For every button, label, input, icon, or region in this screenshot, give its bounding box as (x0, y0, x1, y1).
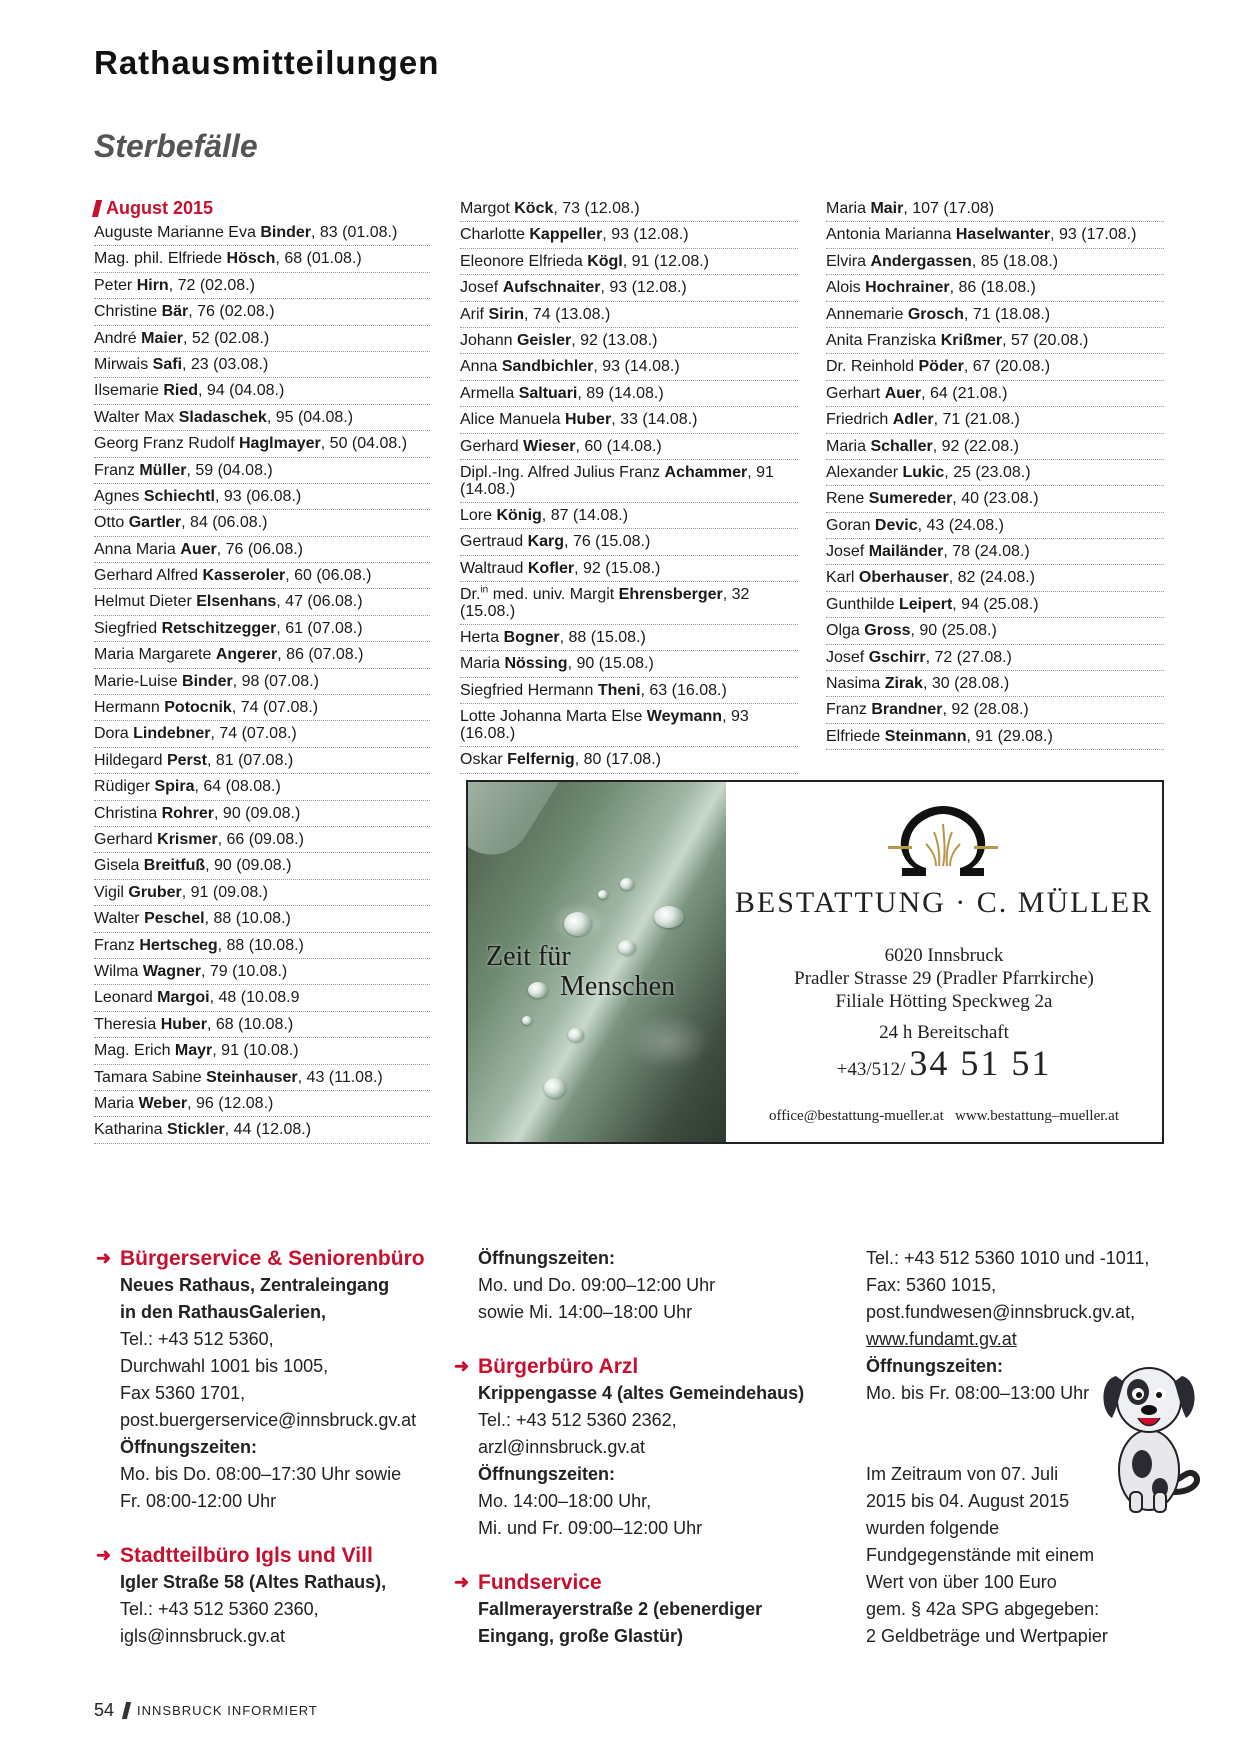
obituary-entry: Anna Maria Auer, 76 (06.08.) (94, 537, 430, 563)
obituary-entry: Rüdiger Spira, 64 (08.08.) (94, 774, 430, 800)
arzl-heading: ➜ Bürgerbüro Arzl (454, 1355, 639, 1378)
obituary-entry: Dr.$^{in}$ med. univ. Margit Ehrensberger, 32 (15.08.) (460, 582, 798, 625)
obituary-entry: Mirwais Safi, 23 (03.08.) (94, 352, 430, 378)
obituary-entry: Maria Schaller, 92 (22.08.) (826, 434, 1164, 460)
ad-text-panel (726, 782, 1162, 1142)
obituary-entry: Antonia Marianna Haselwanter, 93 (17.08.) (826, 222, 1164, 248)
obituary-entry: Georg Franz Rudolf Haglmayer, 50 (04.08.) (94, 431, 430, 457)
obituary-entry: Alice Manuela Huber, 33 (14.08.) (460, 407, 798, 433)
leaf-photo (468, 782, 726, 1142)
obituary-entry: Maria Weber, 96 (12.08.) (94, 1091, 430, 1117)
slash-mark (92, 200, 102, 217)
obituary-entry: Maria Margarete Angerer, 86 (07.08.) (94, 642, 430, 668)
obituary-entry: Franz Müller, 59 (04.08.) (94, 458, 430, 484)
obituary-entry: Annemarie Grosch, 71 (18.08.) (826, 302, 1164, 328)
obituary-entry: Peter Hirn, 72 (02.08.) (94, 273, 430, 299)
ad-availability: 24 h Bereitschaft (879, 1022, 1009, 1043)
obituary-entry: Eleonore Elfrieda Kögl, 91 (12.08.) (460, 249, 798, 275)
obituary-entry: Josef Aufschnaiter, 93 (12.08.) (460, 275, 798, 301)
obituary-entry: André Maier, 52 (02.08.) (94, 326, 430, 352)
section-title: Sterbefälle (94, 128, 258, 164)
obituary-entry: Nasima Zirak, 30 (28.08.) (826, 671, 1164, 697)
obituary-entry: Alexander Lukic, 25 (23.08.) (826, 460, 1164, 486)
obituary-entry: Friedrich Adler, 71 (21.08.) (826, 407, 1164, 433)
obituary-entry: Dr. Reinhold Pöder, 67 (20.08.) (826, 354, 1164, 380)
obituary-entry: Josef Mailänder, 78 (24.08.) (826, 539, 1164, 565)
obituary-entry: Christine Bär, 76 (02.08.) (94, 299, 430, 325)
obituary-entry: Hildegard Perst, 81 (07.08.) (94, 748, 430, 774)
obituary-entry: Wilma Wagner, 79 (10.08.) (94, 959, 430, 985)
obituary-entry: Karl Oberhauser, 82 (24.08.) (826, 565, 1164, 591)
dog-mascot-icon (1094, 1352, 1204, 1517)
obituary-entry: Katharina Stickler, 44 (12.08.) (94, 1117, 430, 1143)
arrow-right-icon: ➜ (454, 1356, 470, 1376)
info-column-2: Öffnungszeiten: Mo. und Do. 09:00–12:00 Uhr sowie Mi. 14:00–18:00 Uhr ➜ Bürgerbüro Arzl Krippengasse 4 (altes Gemeindehaus) Tel.: +43 512 5360 2362, arzl@innsbruck.gv.at Öffnungszeiten: Mo. 14:00–18:00 Uhr, Mi. und Fr. 09:00–12:00 Uhr ➜ Fundservice Fallmerayerstraße 2 (ebenerdiger Eingang, große Glastür) (478, 1245, 838, 1650)
obituary-entry: Herta Bogner, 88 (15.08.) (460, 625, 798, 651)
igls-heading: ➜ Stadtteilbüro Igls und Vill (96, 1544, 373, 1567)
obituary-entry: Lotte Johanna Marta Else Weymann, 93 (16.08.) (460, 704, 798, 747)
water-drop (620, 878, 634, 890)
obituary-entry: Alois Hochrainer, 86 (18.08.) (826, 275, 1164, 301)
arrow-right-icon: ➜ (454, 1572, 470, 1592)
obituary-entry: Waltraud Kofler, 92 (15.08.) (460, 556, 798, 582)
buergerservice-heading: ➜ Bürgerservice & Seniorenbüro (96, 1247, 425, 1270)
obituary-entry: Olga Gross, 90 (25.08.) (826, 618, 1164, 644)
obituary-entry: Gerhard Alfred Kasseroler, 60 (06.08.) (94, 563, 430, 589)
page-footer (94, 1700, 318, 1721)
fundamt-link[interactable]: www.fundamt.gv.at (866, 1329, 1017, 1349)
obituary-entry: Otto Gartler, 84 (06.08.) (94, 510, 430, 536)
obituary-entry: Siegfried Retschitzegger, 61 (07.08.) (94, 616, 430, 642)
obituary-entry: Anna Sandbichler, 93 (14.08.) (460, 354, 798, 380)
deaths-column-1 (94, 196, 430, 1144)
obituary-entry: Walter Max Sladaschek, 95 (04.08.) (94, 405, 430, 431)
obituary-entry: Maria Nössing, 90 (15.08.) (460, 651, 798, 677)
page-title: Rathausmitteilungen (94, 44, 440, 81)
obituary-entry: Marie-Luise Binder, 98 (07.08.) (94, 669, 430, 695)
ad-contact: office@bestattung-mueller.at www.bestattung–mueller.at (769, 1108, 1119, 1124)
leaf-shape (466, 780, 706, 870)
obituary-entry: Arif Sirin, 74 (13.08.) (460, 302, 798, 328)
ad-company-name: BESTATTUNG · C. MÜLLER (734, 886, 1154, 919)
obituary-entry: Tamara Sabine Steinhauser, 43 (11.08.) (94, 1065, 430, 1091)
fundwesen-email[interactable]: post.fundwesen@innsbruck.gv.at, (866, 1302, 1136, 1322)
obituary-entry: Auguste Marianne Eva Binder, 83 (01.08.) (94, 220, 430, 246)
obituary-entry: Gertraud Karg, 76 (15.08.) (460, 529, 798, 555)
obituary-entry: Theresia Huber, 68 (10.08.) (94, 1012, 430, 1038)
info-column-3: Tel.: +43 512 5360 1010 und -1011, Fax: 5360 1015, post.fundwesen@innsbruck.gv.at, www.fundamt.gv.at Öffnungszeiten: Mo. bis Fr. 08:00–13:00 Uhr Im Zeitraum von 07. Juli 2015 bis 04. August 2015 wurden folgende Fundgegenstände mit einem Wert von über 100 Euro gem. § 42a SPG abgegeben: 2 Geldbeträge und Wertpapier (866, 1245, 1166, 1650)
obituary-entry: Dipl.-Ing. Alfred Julius Franz Achammer, 91 (14.08.) (460, 460, 798, 503)
obituary-entry: Goran Devic, 43 (24.08.) (826, 513, 1164, 539)
arzl-email[interactable]: arzl@innsbruck.gv.at (478, 1437, 646, 1457)
obituary-entry: Mag. Erich Mayr, 91 (10.08.) (94, 1038, 430, 1064)
obituary-entry: Lore König, 87 (14.08.) (460, 503, 798, 529)
obituary-entry: Franz Brandner, 92 (28.08.) (826, 697, 1164, 723)
ad-slogan: Zeit für Menschen (486, 941, 676, 1002)
obituary-entry: Margot Köck, 73 (12.08.) (460, 196, 798, 222)
obituary-entry: Rene Sumereder, 40 (23.08.) (826, 486, 1164, 512)
water-drop (568, 1028, 584, 1042)
deaths-column-3 (826, 196, 1164, 750)
deaths-column-2 (460, 196, 798, 774)
obituary-entry: Hermann Potocnik, 74 (07.08.) (94, 695, 430, 721)
arrow-right-icon: ➜ (96, 1545, 112, 1565)
water-drop (522, 1016, 532, 1025)
funeral-advertisement (466, 780, 1164, 1144)
bestattung-logo (888, 802, 998, 882)
arrow-right-icon: ➜ (96, 1248, 112, 1268)
obituary-entry: Vigil Gruber, 91 (09.08.) (94, 880, 430, 906)
obituary-entry: Siegfried Hermann Theni, 63 (16.08.) (460, 678, 798, 704)
obituary-entry: Oskar Felfernig, 80 (17.08.) (460, 747, 798, 773)
igls-email[interactable]: igls@innsbruck.gv.at (120, 1626, 286, 1646)
obituary-entry: Charlotte Kappeller, 93 (12.08.) (460, 222, 798, 248)
obituary-entry: Agnes Schiechtl, 93 (06.08.) (94, 484, 430, 510)
slash-mark (122, 1702, 131, 1719)
page-number: 54 (94, 1700, 115, 1720)
obituary-entry: Anita Franziska Krißmer, 57 (20.08.) (826, 328, 1164, 354)
info-column-1: ➜ Bürgerservice & Seniorenbüro Neues Rathaus, Zentraleingang in den RathausGalerien, Tel.: +43 512 5360, Durchwahl 1001 bis 1005, Fax 5360 1701, post.buergerservice@innsbruck.gv.at Öffnungszeiten: Mo. bis Do. 08:00–17:30 Uhr sowie Fr. 08:00-12:00 Uhr ➜ Stadtteilbüro Igls und Vill Igler Straße 58 (Altes Rathaus), Tel.: +43 512 5360 2360, igls@innsbruck.gv.at (120, 1245, 460, 1650)
obituary-entry: Armella Saltuari, 89 (14.08.) (460, 381, 798, 407)
obituary-entry: Leonard Margoi, 48 (10.08.9 (94, 985, 430, 1011)
obituary-entry: Mag. phil. Elfriede Hösch, 68 (01.08.) (94, 246, 430, 272)
obituary-entry: Ilsemarie Ried, 94 (04.08.) (94, 378, 430, 404)
obituary-entry: Josef Gschirr, 72 (27.08.) (826, 645, 1164, 671)
buergerservice-email[interactable]: post.buergerservice@innsbruck.gv.at (120, 1410, 417, 1430)
month-heading: August 2015 (94, 196, 430, 220)
ad-phone: +43/512/ 34 51 51 (836, 1043, 1052, 1083)
obituary-entry: Dora Lindebner, 74 (07.08.) (94, 721, 430, 747)
water-drop (564, 912, 592, 936)
obituary-entry: Gunthilde Leipert, 94 (25.08.) (826, 592, 1164, 618)
ad-address: 6020 Innsbruck Pradler Strasse 29 (Pradler Pfarrkirche) Filiale Hötting Speckweg 2a (794, 945, 1094, 1012)
obituary-entry: Franz Hertscheg, 88 (10.08.) (94, 933, 430, 959)
water-drop (598, 890, 608, 899)
obituary-entry: Christina Rohrer, 90 (09.08.) (94, 801, 430, 827)
obituary-entry: Helmut Dieter Elsenhans, 47 (06.08.) (94, 589, 430, 615)
obituary-entry: Gerhart Auer, 64 (21.08.) (826, 381, 1164, 407)
water-drop (654, 906, 684, 928)
obituary-entry: Elfriede Steinmann, 91 (29.08.) (826, 724, 1164, 750)
obituary-entry: Gerhard Krismer, 66 (09.08.) (94, 827, 430, 853)
obituary-entry: Elvira Andergassen, 85 (18.08.) (826, 249, 1164, 275)
obituary-entry: Gerhard Wieser, 60 (14.08.) (460, 434, 798, 460)
obituary-entry: Johann Geisler, 92 (13.08.) (460, 328, 798, 354)
water-drop (544, 1078, 566, 1098)
obituary-entry: Walter Peschel, 88 (10.08.) (94, 906, 430, 932)
magazine-name: INNSBRUCK INFORMIERT (137, 1703, 318, 1718)
fundservice-heading: ➜ Fundservice (454, 1571, 602, 1594)
obituary-entry: Maria Mair, 107 (17.08) (826, 196, 1164, 222)
obituary-entry: Gisela Breitfuß, 90 (09.08.) (94, 853, 430, 879)
